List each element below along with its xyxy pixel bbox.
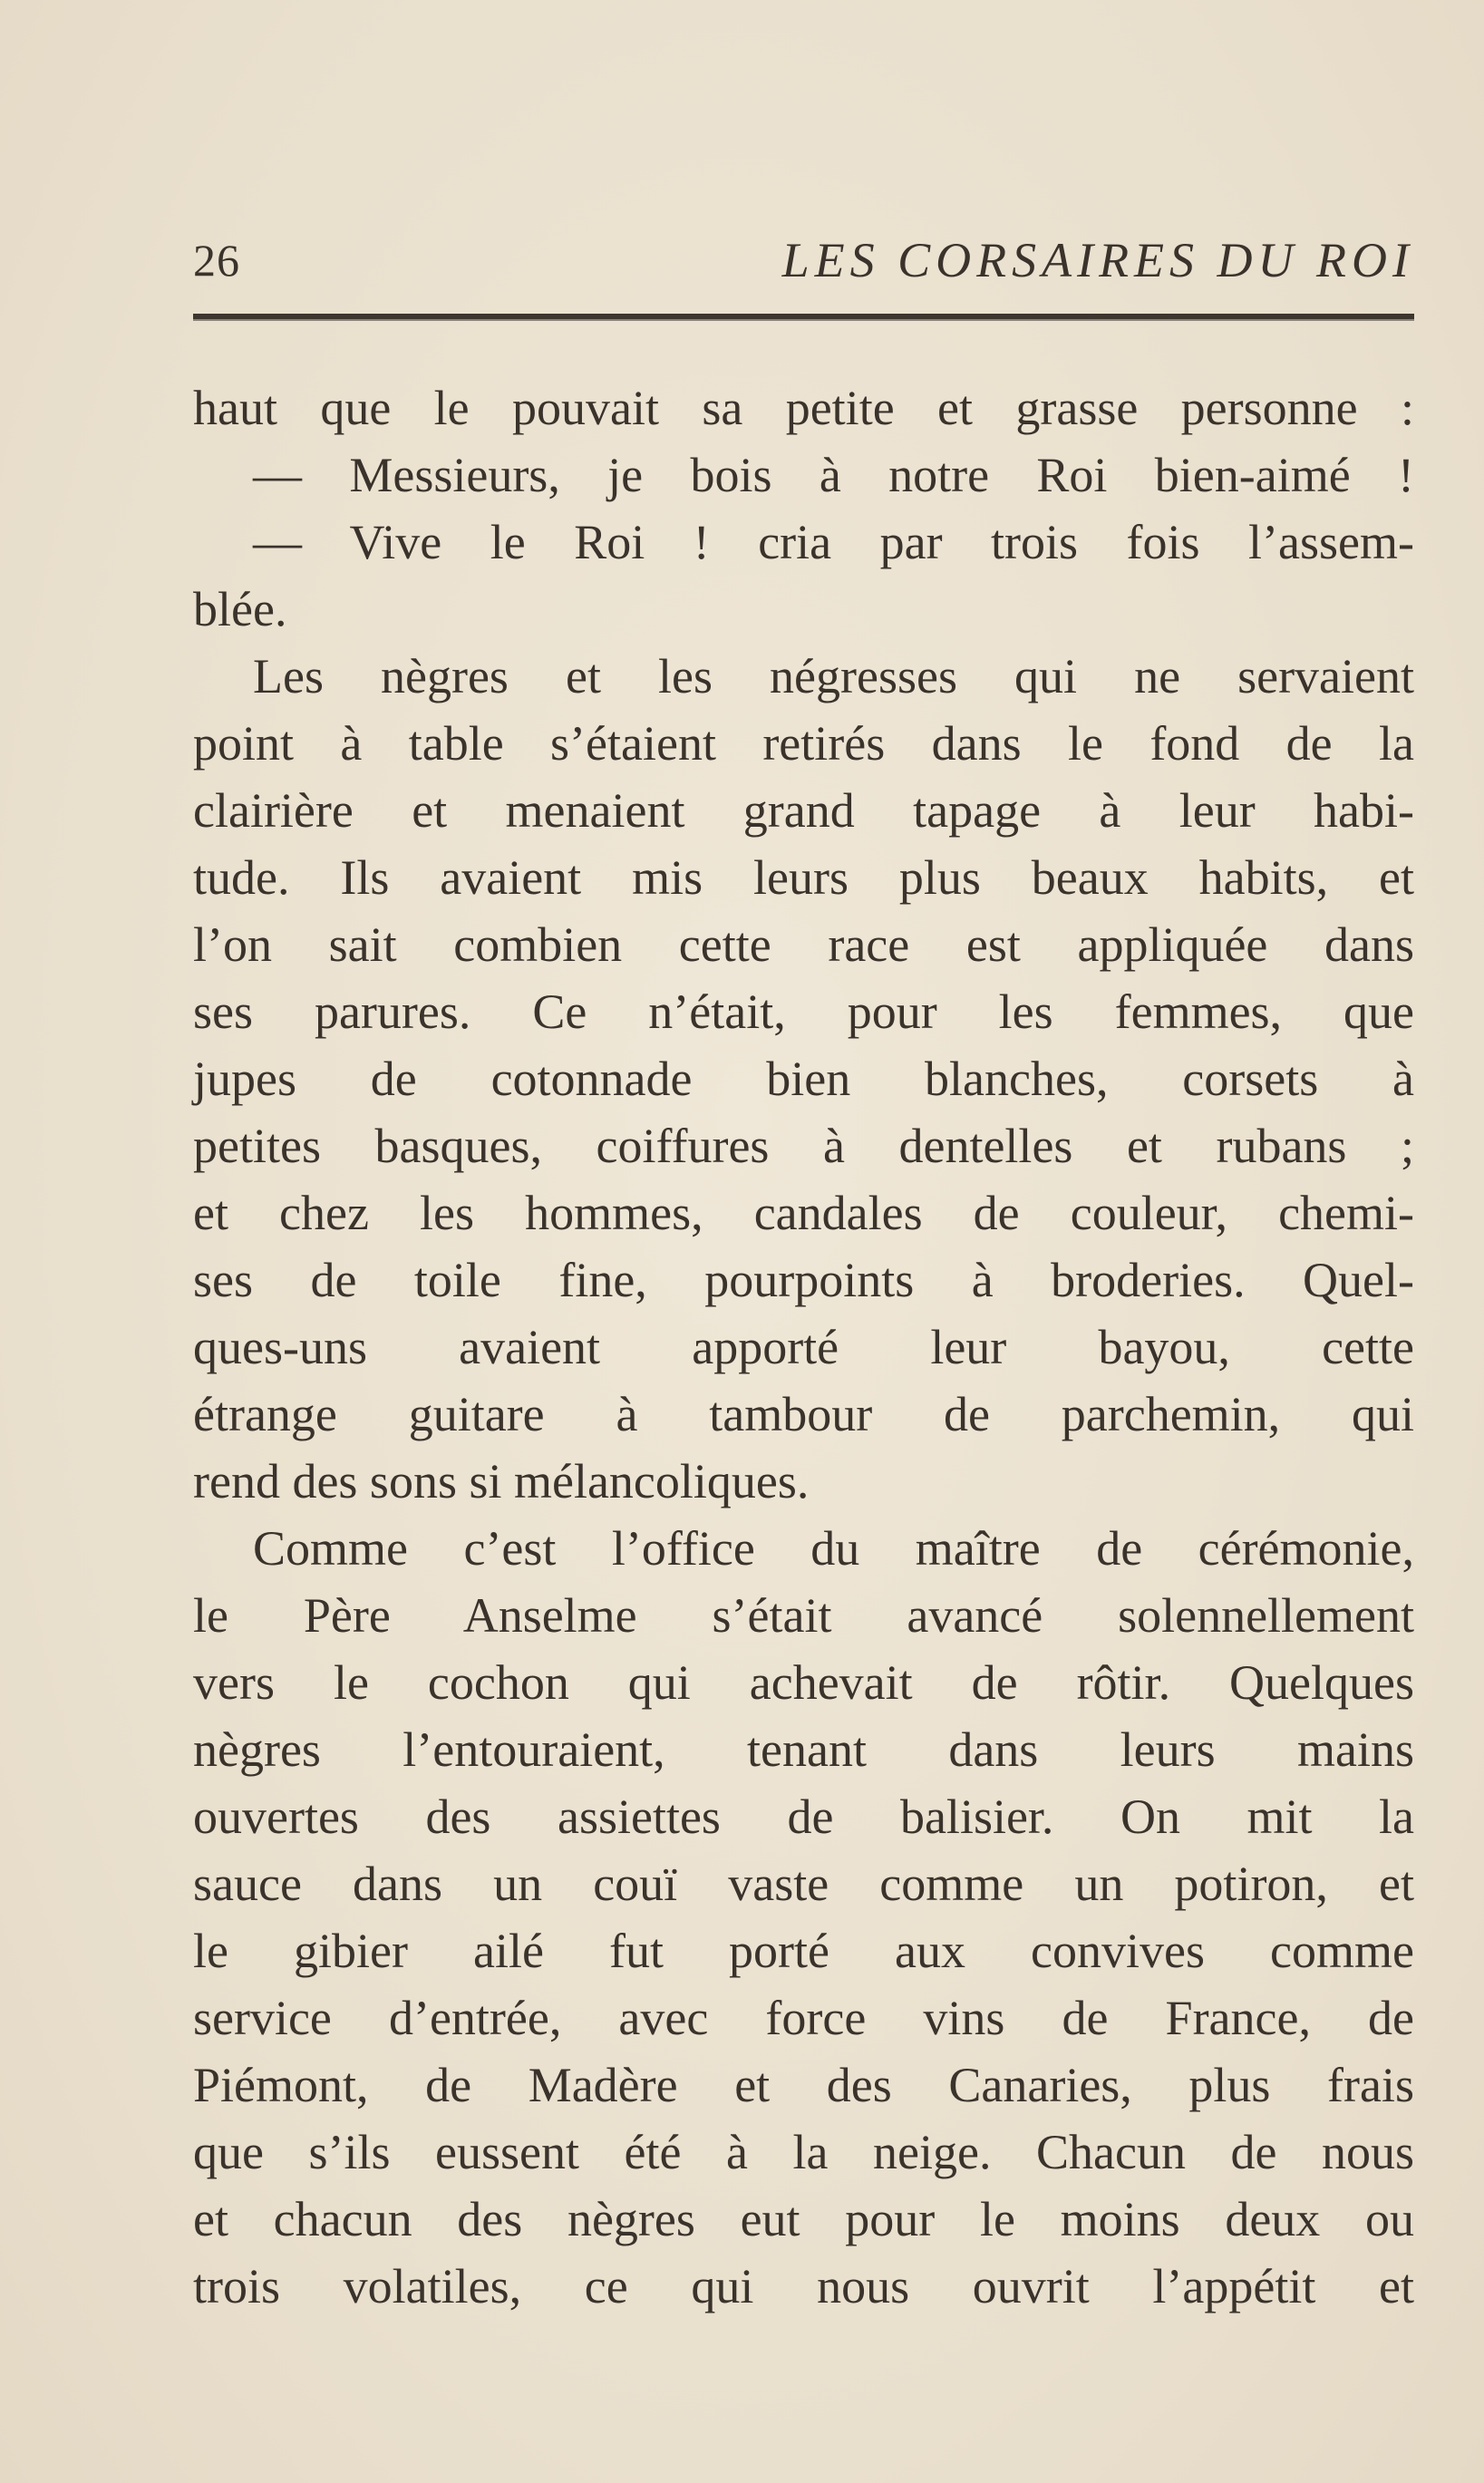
text-line: l’on sait combien cette race est appliquée dans [193, 917, 1414, 972]
text-line: vers le cochon qui achevait de rôtir. Quelques [193, 1655, 1414, 1710]
text-line: Piémont, de Madère et des Canaries, plus frais [193, 2058, 1414, 2112]
text-line: que s’ils eussent été à la neige. Chacun de nous [193, 2125, 1414, 2179]
text-line: tude. Ils avaient mis leurs plus beaux habits, et [193, 850, 1414, 905]
text-line: jupes de cotonnade bien blanches, corsets à [193, 1052, 1414, 1106]
page-number: 26 [193, 235, 240, 286]
text-line: — Messieurs, je bois à notre Roi bien-aimé ! [253, 448, 1414, 502]
text-line: ses de toile fine, pourpoints à broderies. Quel- [193, 1253, 1414, 1307]
text-line: et chacun des nègres eut pour le moins deux ou [193, 2192, 1414, 2246]
page-header [193, 228, 1414, 292]
text-line: ses parures. Ce n’était, pour les femmes, que [193, 984, 1414, 1039]
text-line: ouvertes des assiettes de balisier. On mit la [193, 1790, 1414, 1844]
text-line: rend des sons si mélancoliques. [193, 1454, 810, 1508]
text-line: Les nègres et les négresses qui ne servaient [253, 649, 1414, 703]
header-rule [193, 314, 1414, 321]
text-line: et chez les hommes, candales de couleur, chemi- [193, 1186, 1414, 1240]
text-line: le gibier ailé fut porté aux convives comme [193, 1924, 1414, 1978]
body-text [193, 374, 1414, 2320]
text-line: blée. [193, 582, 287, 636]
text-line: Comme c’est l’office du maître de cérémonie, [253, 1521, 1414, 1576]
text-line: ques-uns avaient apporté leur bayou, cette [193, 1320, 1414, 1374]
text-line: le Père Anselme s’était avancé solennellement [193, 1588, 1414, 1643]
text-line: — Vive le Roi ! cria par trois fois l’assem- [253, 515, 1414, 569]
text-line: étrange guitare à tambour de parchemin, qui [193, 1387, 1414, 1441]
running-title: LES CORSAIRES DU ROI [781, 233, 1414, 287]
text-line: petites basques, coiffures à dentelles et rubans ; [193, 1119, 1414, 1173]
text-line: haut que le pouvait sa petite et grasse personne : [193, 381, 1414, 435]
text-line: service d’entrée, avec force vins de France, de [193, 1991, 1414, 2045]
text-line: clairière et menaient grand tapage à leur habi- [193, 783, 1414, 838]
text-line: nègres l’entouraient, tenant dans leurs mains [193, 1722, 1414, 1777]
text-line: trois volatiles, ce qui nous ouvrit l’appétit et [193, 2259, 1414, 2313]
text-line: sauce dans un couï vaste comme un potiron, et [193, 1857, 1414, 1911]
text-line: point à table s’étaient retirés dans le fond de la [193, 716, 1414, 771]
